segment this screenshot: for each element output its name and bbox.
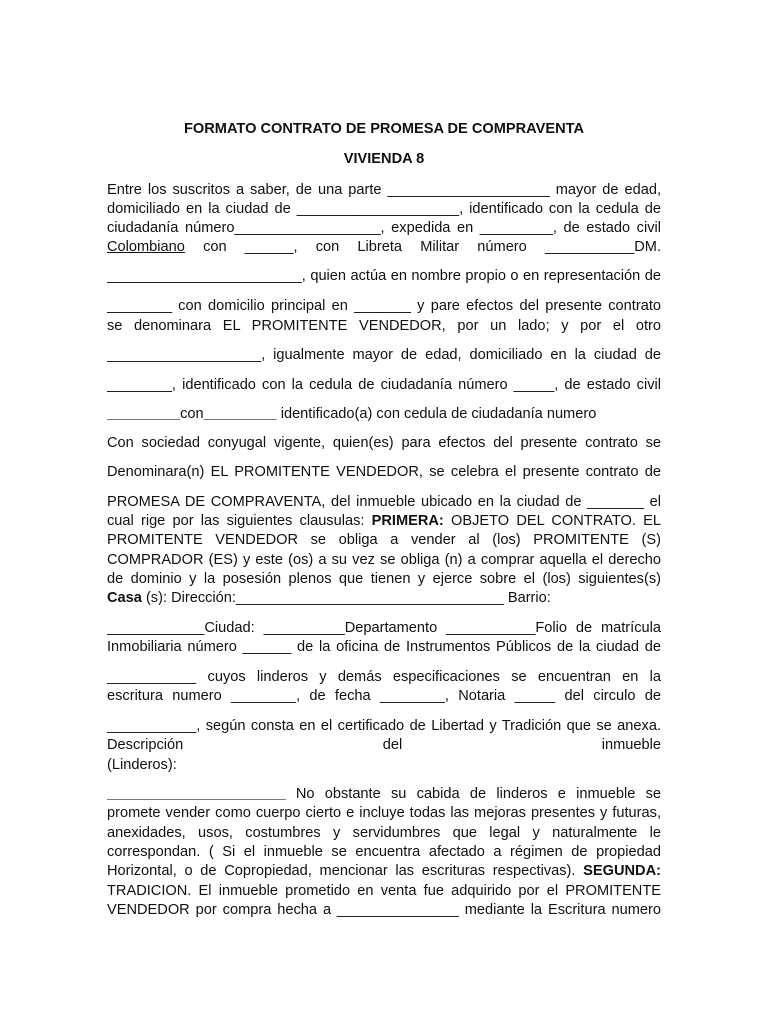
contract-text: con <box>180 406 204 422</box>
contract-text: con ______, con Libreta Militar número ___________DM. <box>184 239 661 255</box>
contract-line: se denominara EL PROMITENTE VENDEDOR, por un lado; y por el otro <box>107 318 661 334</box>
contract-line: correspondan. ( Si el inmueble se encuentra afectado a régimen de propiedad <box>107 844 661 860</box>
contract-line: anexidades, usos, costumbres y servidumbres que legal y naturalmente le <box>107 825 661 841</box>
blank-field: _________ <box>203 406 277 422</box>
contract-line: Descripción del inmueble <box>107 737 661 753</box>
contract-text: identificado(a) con cedula de ciudadanía numero <box>276 406 597 422</box>
contract-line <box>107 239 661 256</box>
contract-line: Entre los suscritos a saber, de una parte ____________________ mayor de edad, <box>107 182 661 198</box>
contract-line: domiciliado en la ciudad de ____________________, identificado con la cedula de <box>107 201 661 217</box>
blank-field: ______________________ <box>107 786 286 802</box>
contract-line: TRADICION. El inmueble prometido en venta fue adquirido por el PROMITENTE <box>107 883 661 899</box>
contract-line <box>107 590 661 607</box>
contract-text: Horizontal, o de Copropiedad, mencionar las escrituras respectivas). <box>107 863 584 879</box>
document-subtitle: VIVIENDA 8 <box>343 151 425 167</box>
contract-line: promete vender como cuerpo cierto e incluye todas las mejoras presentes y futuras, <box>107 805 661 821</box>
contract-line: VENDEDOR por compra hecha a _______________ mediante la Escritura numero <box>107 902 661 918</box>
contract-line: Con sociedad conyugal vigente, quien(es) para efectos del presente contrato se <box>107 435 661 451</box>
contract-line: Denominara(n) EL PROMITENTE VENDEDOR, se celebra el presente contrato de <box>107 464 661 480</box>
contract-text: OBJETO DEL CONTRATO. EL <box>443 513 661 529</box>
contract-line <box>107 513 661 530</box>
contract-line: Inmobiliaria número ______ de la oficina de Instrumentos Públicos de la ciudad de <box>107 639 661 655</box>
contract-line: escritura numero ________, de fecha ________, Notaria _____ del circulo de <box>107 688 661 704</box>
contract-line <box>107 863 661 880</box>
contract-line <box>107 406 661 423</box>
contract-text: No obstante su cabida de linderos e inmueble se <box>295 786 661 802</box>
contract-line: PROMITENTE VENDEDOR se obliga a vender al (los) PROMITENTE (S) <box>107 532 661 548</box>
property-type-label: Casa <box>107 590 142 606</box>
contract-line: ________________________, quien actúa en nombre propio o en representación de <box>107 268 661 284</box>
clause-primera-heading: PRIMERA: <box>371 513 444 529</box>
contract-text: cual rige por las siguientes clausulas: <box>107 513 372 529</box>
contract-line: ___________ cuyos linderos y demás especificaciones se encuentran en la <box>107 669 661 685</box>
contract-text: (s): Dirección:_________________________________ Barrio: <box>141 590 551 606</box>
clause-segunda-heading: SEGUNDA: <box>583 863 661 879</box>
contract-line: ciudadanía número__________________, expedida en _________, de estado civil <box>107 220 661 236</box>
contract-line: COMPRADOR (ES) y este (os) a su vez se obliga (n) a comprar aquella el derecho <box>107 552 661 568</box>
contract-line: ___________________, igualmente mayor de edad, domiciliado en la ciudad de <box>107 347 661 363</box>
contract-line <box>107 786 661 803</box>
contract-line: PROMESA DE COMPRAVENTA, del inmueble ubicado en la ciudad de _______ el <box>107 494 661 510</box>
contract-line: ____________Ciudad: __________Departamento ___________Folio de matrícula <box>107 620 661 636</box>
blank-field: _________ <box>107 406 181 422</box>
contract-line: ________ con domicilio principal en _______ y pare efectos del presente contrato <box>107 298 661 314</box>
nationality-text: Colombiano <box>107 239 185 255</box>
contract-line: de dominio y la posesión plenos que tienen y ejerce sobre el (los) siguientes(s) <box>107 571 661 587</box>
contract-line: (Linderos): <box>107 757 177 773</box>
contract-line: ___________, según consta en el certificado de Libertad y Tradición que se anexa. <box>107 718 661 734</box>
document-title: FORMATO CONTRATO DE PROMESA DE COMPRAVENTA <box>184 121 584 137</box>
contract-line: ________, identificado con la cedula de ciudadanía número _____, de estado civil <box>107 377 661 393</box>
